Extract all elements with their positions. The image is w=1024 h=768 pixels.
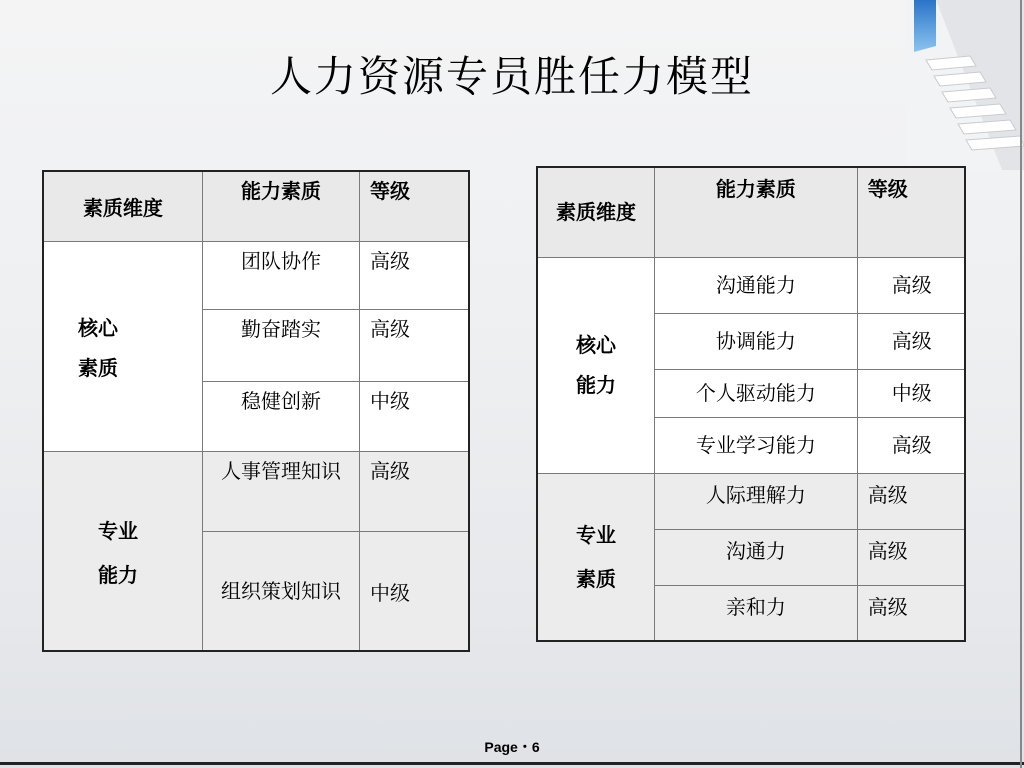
dimension-line: 能力 <box>575 373 616 397</box>
page-number: Page・6 <box>484 739 540 755</box>
dimension-line: 核心 <box>575 333 616 357</box>
ability-cell: 个人驱动能力 <box>654 369 857 417</box>
ability-cell: 团队协作 <box>202 241 359 309</box>
dimension-professional-quality <box>537 473 654 641</box>
right-rule <box>1020 0 1022 768</box>
header-level: 等级 <box>857 167 965 257</box>
level-cell: 高级 <box>360 309 469 381</box>
ability-cell: 沟通力 <box>654 529 857 585</box>
level-cell: 中级 <box>857 369 965 417</box>
dimension-core-quality <box>43 241 202 451</box>
ability-cell: 稳健创新 <box>202 381 359 451</box>
dimension-line: 专业 <box>575 522 616 547</box>
ability-cell: 组织策划知识 <box>202 531 359 651</box>
competency-table-left <box>42 170 470 652</box>
dimension-line: 素质 <box>78 356 118 380</box>
dimension-line: 核心 <box>78 316 118 340</box>
level-cell: 高级 <box>360 451 469 531</box>
ability-cell: 协调能力 <box>654 313 857 369</box>
dimension-professional-ability <box>43 451 202 651</box>
level-cell: 高级 <box>857 473 965 529</box>
ability-cell: 沟通能力 <box>654 257 857 313</box>
level-cell: 中级 <box>360 531 469 651</box>
bottom-rule <box>0 762 1024 765</box>
header-dimension: 素质维度 <box>537 167 654 257</box>
staircase-illustration <box>906 0 1024 170</box>
dimension-line: 专业 <box>98 518 138 543</box>
competency-table-right <box>536 166 966 642</box>
header-ability: 能力素质 <box>202 171 359 241</box>
ability-cell: 人际理解力 <box>654 473 857 529</box>
ability-cell: 亲和力 <box>654 585 857 641</box>
level-cell: 高级 <box>857 529 965 585</box>
page-title: 人力资源专员胜任力模型 <box>269 52 754 101</box>
ability-cell: 人事管理知识 <box>202 451 359 531</box>
level-cell: 高级 <box>360 241 469 309</box>
header-dimension: 素质维度 <box>43 171 202 241</box>
ability-cell: 专业学习能力 <box>654 417 857 473</box>
dimension-line: 素质 <box>575 566 616 591</box>
level-cell: 高级 <box>857 417 965 473</box>
level-cell: 中级 <box>360 381 469 451</box>
level-cell: 高级 <box>857 257 965 313</box>
header-level: 等级 <box>360 171 469 241</box>
header-ability: 能力素质 <box>654 167 857 257</box>
ability-cell: 勤奋踏实 <box>202 309 359 381</box>
dimension-line: 能力 <box>98 562 138 587</box>
dimension-core-ability <box>537 257 654 473</box>
level-cell: 高级 <box>857 313 965 369</box>
level-cell: 高级 <box>857 585 965 641</box>
